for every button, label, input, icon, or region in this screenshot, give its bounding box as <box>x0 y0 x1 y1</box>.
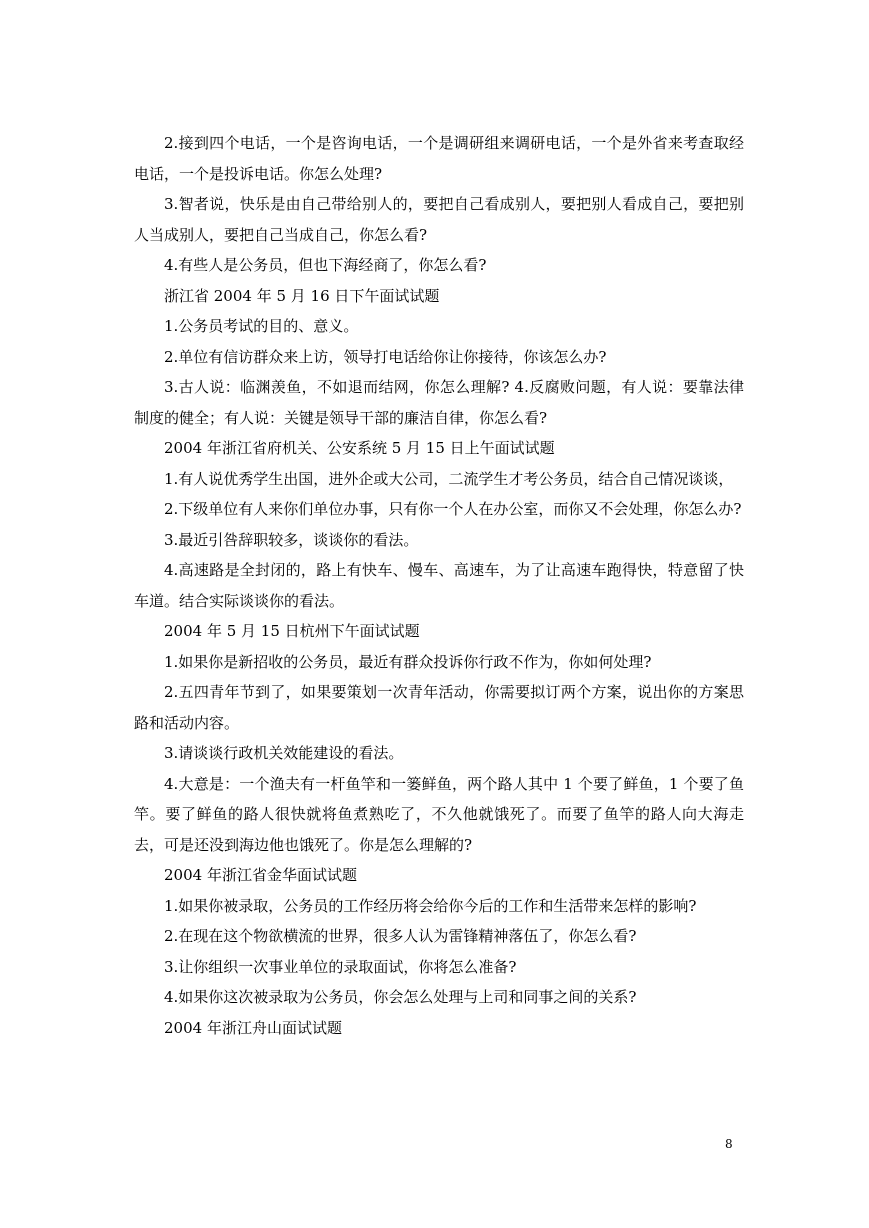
paragraph: 3.最近引咎辞职较多，谈谈你的看法。 <box>164 530 419 549</box>
paragraph: 2.单位有信访群众来上访，领导打电话给你让你接待，你该怎么办? <box>164 347 607 366</box>
paragraph: 3.古人说：临渊羡鱼，不如退而结网，你怎么理解? 4.反腐败问题，有人说：要靠法律制度的健全；有人说：关键是领导干部的廉洁自律，你怎么看? <box>134 378 744 427</box>
paragraph: 2.五四青年节到了，如果要策划一次青年活动，你需要拟订两个方案，说出你的方案思路和活动内容。 <box>134 683 744 732</box>
paragraph: 1.有人说优秀学生出国，进外企或大公司，二流学生才考公务员，结合自己情况谈谈， <box>164 469 734 488</box>
paragraph: 2.接到四个电话，一个是咨询电话，一个是调研组来调研电话，一个是外省来考查取经电话，一个是投诉电话。你怎么处理? <box>134 134 744 183</box>
paragraph: 3.请谈谈行政机关效能建设的看法。 <box>164 744 404 762</box>
paragraph: 4.有些人是公务员，但也下海经商了，你怎么看? <box>164 256 487 274</box>
document-body <box>134 128 744 1043</box>
section-heading: 2004 年浙江省金华面试试题 <box>164 866 357 884</box>
section-heading: 2004 年浙江省府机关、公安系统 5 月 15 日上午面试试题 <box>164 439 555 457</box>
paragraph: 3.智者说，快乐是由自己带给别人的，要把自己看成别人，要把别人看成自己，要把别人当成别人，要把自己当成自己，你怎么看? <box>134 195 744 244</box>
paragraph: 1.如果你被录取，公务员的工作经历将会给你今后的工作和生活带来怎样的影响? <box>164 896 697 915</box>
paragraph: 4.如果你这次被录取为公务员，你会怎么处理与上司和同事之间的关系? <box>164 988 637 1006</box>
paragraph: 3.让你组织一次事业单位的录取面试，你将怎么准备? <box>164 957 517 976</box>
page-number: 8 <box>725 1137 733 1151</box>
paragraph: 4.高速路是全封闭的，路上有快车、慢车、高速车，为了让高速车跑得快，特意留了快车道。结合实际谈谈你的看法。 <box>134 561 744 610</box>
section-heading: 2004 年浙江舟山面试试题 <box>164 1018 342 1037</box>
paragraph: 4.大意是：一个渔夫有一杆鱼竿和一篓鲜鱼，两个路人其中 1 个要了鲜鱼，1 个要了鱼竿。要了鲜鱼的路人很快就将鱼煮熟吃了，不久他就饿死了。而要了鱼竿的路人向大海走去，可是还没到海边他也饿死了。你是怎么理解的? <box>134 774 744 854</box>
paragraph: 1.如果你是新招收的公务员，最近有群众投诉你行政不作为，你如何处理? <box>164 652 652 671</box>
paragraph: 2.在现在这个物欲横流的世界，很多人认为雷锋精神落伍了，你怎么看? <box>164 927 637 945</box>
section-heading: 浙江省 2004 年 5 月 16 日下午面试试题 <box>164 286 440 305</box>
paragraph: 2.下级单位有人来你们单位办事，只有你一个人在办公室，而你又不会处理，你怎么办? <box>164 500 742 518</box>
paragraph: 1.公务员考试的目的、意义。 <box>164 317 359 335</box>
section-heading: 2004 年 5 月 15 日杭州下午面试试题 <box>164 622 420 640</box>
